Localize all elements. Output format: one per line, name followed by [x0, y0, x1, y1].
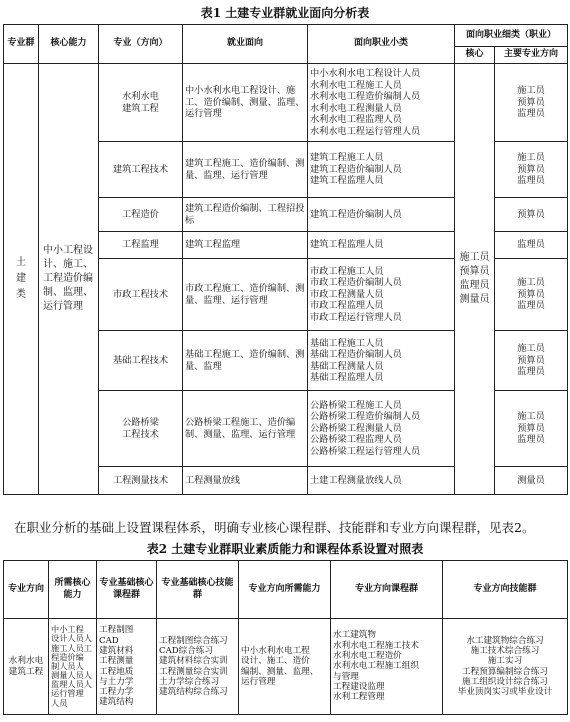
t2-dir-skills: 水工建筑物综合练习 施工技术综合练习 施工实习 工程预算编制综合练习 施工组织设计综合练习 毕业顶岗实习或毕业设计 — [443, 619, 568, 715]
main-7: 测量员 — [495, 467, 568, 495]
t2-header-basic-skills: 专业基础核心技能群 — [157, 561, 239, 619]
occupations-6: 公路桥梁工程施工人员 公路桥梁工程造价编制人员 公路桥梁工程测量人员 公路桥梁工程监理人员 公路桥梁工程运行管理人员 — [308, 391, 455, 467]
t2-basic-skills: 工程制图综合练习 CAD综合练习 建筑材料综合实训 工程测量综合实训 土力学综合练习 建筑结构综合练习 — [157, 619, 239, 715]
employment-3: 建筑工程监理 — [183, 232, 308, 259]
t2-major: 水利水电建筑工程 — [4, 619, 49, 715]
t2-header-basic-courses: 专业基础核心课程群 — [97, 561, 157, 619]
major-2: 工程造价 — [99, 198, 183, 232]
header-group: 专业群 — [4, 25, 39, 64]
occupations-3: 建筑工程监理人员 — [308, 232, 455, 259]
main-4: 施工员 预算员 监理员 — [495, 259, 568, 331]
curriculum-table — [3, 560, 568, 715]
header-detail: 面向职业细类（职业） — [455, 25, 568, 47]
employment-7: 工程测量放线 — [183, 467, 308, 495]
employment-analysis-table — [3, 24, 568, 495]
main-1: 施工员 预算员 监理员 — [495, 142, 568, 198]
core-jobs: 施工员 预算员 监理员 测量员 — [455, 64, 495, 495]
major-5: 基础工程技术 — [99, 331, 183, 391]
t2-required: 中小工程 设计人员人 施工人员工 程造价编 制人员人 测量人员人 监理人员人 运行管理 人员 — [49, 619, 97, 715]
employment-4: 市政工程施工、造价编制、测量、监理、运行管理 — [183, 259, 308, 331]
employment-1: 建筑工程施工、造价编制、测量、监理、运行管理 — [183, 142, 308, 198]
table1-title: 表1 土建专业群就业面向分析表 — [200, 6, 370, 20]
occupations-4: 市政工程施工人员 市政工程造价编制人员 市政工程测量人员 市政工程监理人员 市政工程运行管理人员 — [308, 259, 455, 331]
header-core-ability: 核心能力 — [39, 25, 99, 64]
t2-header-dir-skills: 专业方向技能群 — [443, 561, 568, 619]
main-0: 施工员 预算员 监理员 — [495, 64, 568, 142]
main-3: 监理员 — [495, 232, 568, 259]
major-1: 建筑工程技术 — [99, 142, 183, 198]
employment-6: 公路桥梁工程施工、造价编制、测量、监理、运行管理 — [183, 391, 308, 467]
group-name: 土建类 — [4, 64, 39, 495]
header-detail-main: 主要专业方向 — [495, 47, 568, 64]
major-7: 工程测量技术 — [99, 467, 183, 495]
employment-5: 基础工程施工、造价编制、测量、监理 — [183, 331, 308, 391]
header-employment: 就业面向 — [183, 25, 308, 64]
t2-header-major: 专业方向 — [4, 561, 49, 619]
t2-basic-courses: 工程制图 CAD 建筑材料 工程测量 工程地质 与土力学 工程力学 建筑结构 — [97, 619, 157, 715]
major-3: 工程监理 — [99, 232, 183, 259]
t2-dir-courses: 水工建筑物 水利水电工程施工技术 水利水电工程造价 水利水电工程施工组织 与管理 工程建设监理 水利工程管理 — [331, 619, 443, 715]
t2-header-dir-courses: 专业方向课程群 — [331, 561, 443, 619]
t2-dir-ability: 中小水利水电工程 设计、施工、造价 编制、测量、监理、 运行管理 — [239, 619, 331, 715]
core-ability-text: 中小工程设计、施工、工程造价编制、监理、运行管理 — [39, 64, 99, 495]
t2-header-dir-ability: 专业方向所需能力 — [239, 561, 331, 619]
major-6: 公路桥梁 工程技术 — [99, 391, 183, 467]
employment-2: 建筑工程造价编制、工程招投标 — [183, 198, 308, 232]
major-0: 水利水电 建筑工程 — [99, 64, 183, 142]
main-5: 施工员 预算员 监理员 — [495, 331, 568, 391]
t2-header-required: 所需核心能力 — [49, 561, 97, 619]
occupations-5: 基础工程施工人员 基础工程造价编制人员 基础工程测量人员 基础工程监理人员 — [308, 331, 455, 391]
header-major: 专业（方向） — [99, 25, 183, 64]
table2-title: 表2 土建专业群职业素质能力和课程体系设置对照表 — [146, 542, 424, 556]
employment-0: 中小水利水电工程设计、施工、造价编制、测量、监理、运行管理 — [183, 64, 308, 142]
main-6: 施工员 预算员 监理员 — [495, 391, 568, 467]
occupations-2: 建筑工程造价编制人员 — [308, 198, 455, 232]
header-detail-core: 核心 — [455, 47, 495, 64]
major-4: 市政工程技术 — [99, 259, 183, 331]
header-occupation: 面向职业小类 — [308, 25, 455, 64]
main-2: 预算员 — [495, 198, 568, 232]
occupations-1: 建筑工程施工人员 建筑工程造价编制人员 建筑工程监理人员 — [308, 142, 455, 198]
occupations-7: 土建工程测量放线人员 — [308, 467, 455, 495]
occupations-0: 中小水利水电工程设计人员 水利水电工程施工人员 水利水电工程造价编制人员 水利水电工程测量人员 水利水电工程监理人员 水利水电工程运行管理人员 — [308, 64, 455, 142]
body-paragraph: 在职业分析的基础上设置课程体系，明确专业核心课程群、技能群和专业方向课程群，见表2。 — [14, 520, 535, 535]
